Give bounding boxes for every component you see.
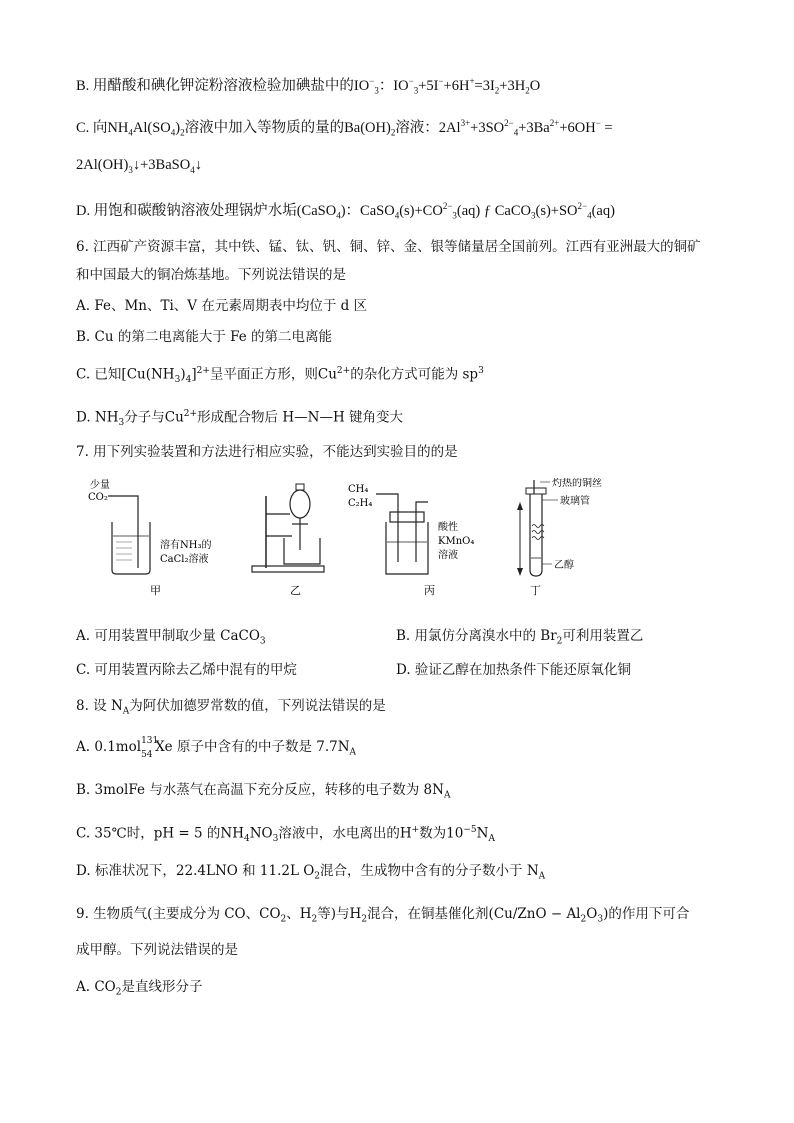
q6-option-b: B. Cu 的第二电离能大于 Fe 的第二电离能 bbox=[76, 329, 333, 345]
q9-option-a: A. $CO_2$是直线形分子 bbox=[76, 979, 203, 998]
q7-stem: 7. 用下列实验装置和方法进行相应实验，不能达到实验目的的是 bbox=[76, 444, 458, 460]
apparatus-ding bbox=[517, 478, 602, 576]
q8-stem: 8. 设 $N_A$为阿伏加德罗常数的值，下列说法错误的是 bbox=[76, 698, 386, 717]
q6-option-a: A. Fe、Mn、Ti、V 在元素周期表中均位于 d 区 bbox=[76, 298, 368, 314]
caption-yi: 乙 bbox=[290, 584, 301, 597]
apparatus-jia bbox=[88, 478, 211, 574]
caption-bing: 丙 bbox=[424, 584, 435, 597]
jia-label-co2: CO₂ bbox=[88, 492, 108, 503]
q7-option-d: D. 验证乙醇在加热条件下能还原氧化铜 bbox=[396, 662, 631, 678]
ding-label-glass-tube: 玻璃管 bbox=[560, 496, 590, 507]
q8-option-b: B. 3molFe 与水蒸气在高温下充分反应，转移的电子数为 $8N_A$ bbox=[76, 782, 451, 801]
q5-option-d: D. 用饱和碳酸钠溶液处理锅炉水垢(CaSO$_4$)：$CaSO_4(s)+CO^{2-}_3(aq)$ ƒ $CaCO_3(s)+SO^{2-}_4(aq)$ bbox=[76, 201, 615, 221]
apparatus-bing bbox=[348, 484, 474, 574]
q7-option-b: B. 用氯仿分离溴水中的 $Br_2$可利用装置乙 bbox=[396, 628, 644, 647]
caption-ding: 丁 bbox=[530, 584, 541, 597]
jia-label-nh3: 溶有NH₃的 bbox=[160, 540, 212, 551]
q5-option-c: C. 向$NH_4Al(SO_4)_2$溶液中加入等物质的量的$Ba(OH)_2$溶液：$2Al^{3+}+3SO^{2-}_4+3Ba^{2+}+6OH^-$ = bbox=[76, 118, 613, 138]
q9-stem-line2: 成甲醇。下列说法错误的是 bbox=[76, 942, 238, 958]
q5-option-b: B. 用醋酸和碘化钾淀粉溶液检验加碘盐中的$IO^-_3$：$IO^-_3+5I^-+6H^+=3I_2+3H_2O$ bbox=[76, 76, 541, 96]
q8-option-c: C. 35℃时，pH = 5 的$NH_4NO_3$溶液中，水电离出的H+数为$10^{-5}N_A$ bbox=[76, 825, 495, 845]
q6-option-d: D. $NH_3$分子与$Cu^{2+}$形成配合物后 H—N—H 键角变大 bbox=[76, 409, 404, 429]
q6-option-c: C. 已知$[Cu(NH_3)_4]^{2+}$呈平面正方形，则$Cu^{2+}$的杂化方式可能为 $sp^3$ bbox=[76, 366, 484, 386]
bing-label-ch4: CH₄ bbox=[348, 484, 369, 495]
q8-option-a: A. 0.1mol 131 54 Xe 原子中含有的中子数是 $7.7N_A$ bbox=[76, 736, 357, 760]
bing-label-acidic: 酸性 bbox=[438, 522, 458, 533]
apparatus-diagram bbox=[80, 478, 640, 600]
q5-option-c-continued: $2Al(OH)_3↓+3BaSO_4↓$ bbox=[76, 157, 202, 175]
jia-label-co2-amount: 少量 bbox=[90, 480, 110, 491]
q7-option-a: A. 可用装置甲制取少量 CaCO$_3$ bbox=[76, 628, 266, 647]
apparatus-yi bbox=[252, 484, 324, 572]
q8-option-d: D. 标准状况下，22.4LNO 和 11.2L $O_2$混合，生成物中含有的分子数小于 $N_A$ bbox=[76, 863, 546, 882]
q7-option-c: C. 可用装置丙除去乙烯中混有的甲烷 bbox=[76, 662, 297, 678]
bing-label-c2h4: C₂H₄ bbox=[348, 498, 373, 509]
bing-label-solution: 溶液 bbox=[438, 550, 458, 561]
q9-stem-line1: 9. 生物质气(主要成分为 CO、$CO_2$、$H_2$等)与$H_2$混合，在铜基催化剂$(Cu/ZnO - Al_2O_3)$的作用下可合 bbox=[76, 906, 690, 925]
q6-stem-line1: 6. 江西矿产资源丰富，其中铁、锰、钛、钒、铜、锌、金、银等储量居全国前列。江西有亚洲最大的铜矿 bbox=[76, 239, 701, 255]
ding-label-copper-wire: 灼热的铜丝 bbox=[552, 478, 602, 489]
q6-stem-line2: 和中国最大的铜冶炼基地。下列说法错误的是 bbox=[76, 267, 346, 283]
q7-apparatus-figure bbox=[80, 478, 640, 600]
jia-label-cacl2: CaCl₂溶液 bbox=[160, 554, 209, 565]
ding-label-ethanol: 乙醇 bbox=[554, 560, 574, 571]
bing-label-kmno4: KMnO₄ bbox=[438, 536, 475, 547]
caption-jia: 甲 bbox=[150, 584, 161, 597]
